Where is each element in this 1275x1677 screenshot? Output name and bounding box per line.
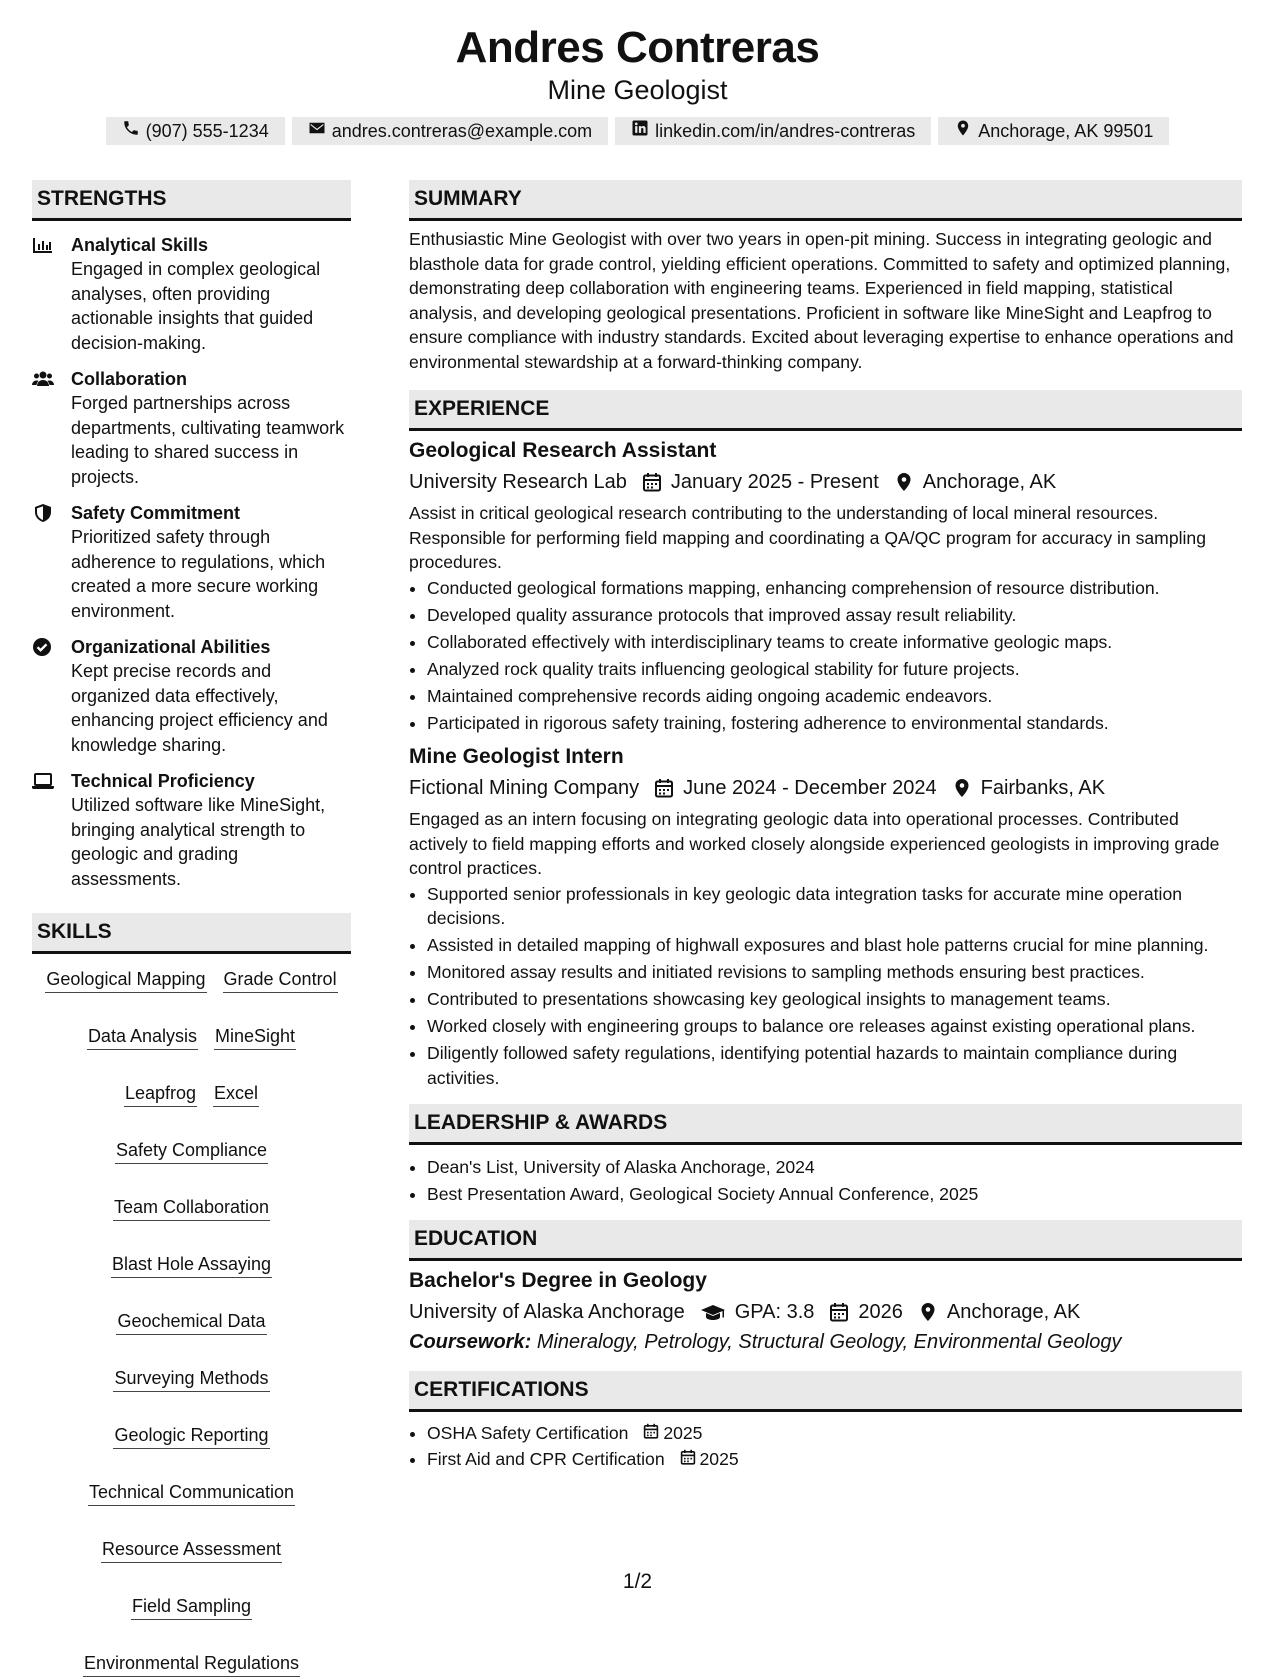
job-bullets: [409, 576, 1242, 736]
job-description: Engaged as an intern focusing on integrating geologic data into operational processes. Contributed actively to field mapping efforts and worked closely alongside experienced geologists in improving grade control practices.: [409, 809, 1220, 878]
strength-title: Analytical Skills: [71, 235, 209, 255]
job-company: Fictional Mining Company: [409, 777, 640, 799]
contact-email[interactable]: [292, 117, 608, 145]
skill-tag: Technical Communication: [88, 1479, 295, 1506]
right-column: [409, 180, 1242, 1472]
degree-title: Bachelor's Degree in Geology: [409, 1269, 707, 1292]
certifications-list: [409, 1420, 1242, 1472]
strength-item: [32, 501, 351, 623]
skill-tag: Grade Control: [223, 966, 338, 993]
certification-name: OSHA Safety Certification: [427, 1423, 629, 1443]
graduation-year: 2026: [858, 1301, 903, 1323]
location-pin-icon: [954, 117, 972, 145]
location-pin-icon: [918, 1302, 938, 1322]
job-bullet: • Conducted geological formations mapping, enhancing comprehension of resource distribution.: [427, 576, 1242, 601]
job-title: Mine Geologist Intern: [409, 745, 624, 768]
location-pin-icon: [952, 778, 972, 798]
job-bullet: • Maintained comprehensive records aiding ongoing academic endeavors.: [427, 684, 1242, 709]
certification-year: 2025: [663, 1423, 703, 1443]
certification-year: 2025: [699, 1449, 739, 1469]
education-entry: [409, 1267, 1242, 1357]
contact-phone[interactable]: [106, 117, 285, 145]
strength-title: Safety Commitment: [71, 503, 241, 523]
strength-desc: Engaged in complex geological analyses, often providing actionable insights that guided decision-making.: [71, 259, 321, 353]
skill-tag: Blast Hole Assaying: [111, 1251, 272, 1278]
job-bullet: • Supported senior professionals in key geologic data integration tasks for accurate mine operation decisions.: [427, 882, 1242, 931]
skill-tag: Geological Mapping: [45, 966, 206, 993]
job-entry: [409, 743, 1242, 1090]
job-bullet: • Contributed to presentations showcasing key geological insights to management teams.: [427, 987, 1242, 1012]
summary-heading: SUMMARY: [409, 180, 1242, 221]
job-location: Anchorage, AK: [922, 471, 1057, 493]
coursework: [409, 1327, 1242, 1357]
gpa: GPA: 3.8: [734, 1301, 815, 1323]
coursework-list: Mineralogy, Petrology, Structural Geology, Environmental Geology: [536, 1331, 1122, 1353]
phone-icon: [122, 117, 140, 145]
experience-heading: EXPERIENCE: [409, 390, 1242, 431]
job-entry: [409, 437, 1242, 735]
job-bullet: • Collaborated effectively with interdisciplinary teams to create informative geologic maps.: [427, 630, 1242, 655]
envelope-icon: [308, 117, 326, 145]
strength-desc: Kept precise records and organized data effectively, enhancing project efficiency and knowledge sharing.: [71, 661, 328, 755]
contact-bar: [0, 117, 1275, 145]
awards-list: [409, 1155, 1242, 1206]
certification-name: First Aid and CPR Certification: [427, 1449, 665, 1469]
candidate-name: Andres Contreras: [455, 23, 820, 72]
strength-desc: Utilized software like MineSight, bringing analytical strength to geologic and grading assessments.: [71, 795, 326, 889]
calendar-icon: [643, 1420, 659, 1446]
laptop-icon: [32, 772, 54, 790]
skills-heading: SKILLS: [32, 913, 351, 954]
education-heading: EDUCATION: [409, 1220, 1242, 1261]
award-item: • Best Presentation Award, Geological Society Annual Conference, 2025: [427, 1182, 1242, 1207]
graduation-cap-icon: [700, 1302, 726, 1322]
contact-location: [938, 117, 1169, 145]
strength-item: [32, 769, 351, 891]
skill-tag: Surveying Methods: [113, 1365, 269, 1392]
strength-desc: Forged partnerships across departments, cultivating teamwork leading to shared success in projects.: [71, 393, 345, 487]
job-description: Assist in critical geological research contributing to the understanding of local mineral resources. Responsible for performing field mapping and coordinating a QA/QC program for accuracy in sampling procedures.: [409, 503, 1207, 572]
strengths-heading: STRENGTHS: [32, 180, 351, 221]
job-bullet: • Worked closely with engineering groups to balance ore releases against existing operational plans.: [427, 1014, 1242, 1039]
contact-linkedin[interactable]: [615, 117, 931, 145]
page-number: 1/2: [622, 1570, 653, 1593]
calendar-icon: [680, 1446, 696, 1472]
certification-item: [427, 1446, 1242, 1472]
summary-text: Enthusiastic Mine Geologist with over two years in open-pit mining. Success in integrating geologic and blasthole data for grade control, yielding efficient operations. Committed to safety and optimized planning, demonstrating deep collaboration with engineering teams. Experienced in field mapping, statistical analysis, and developing geological presentations. Proficient in software like MineSight and Leapfrog to ensure compliance with industry standards. Excited about leveraging expertise to enhance operations and environmental stewardship at a forward-thinking company.: [409, 229, 1234, 372]
awards-heading: LEADERSHIP & AWARDS: [409, 1104, 1242, 1145]
job-bullet: • Participated in rigorous safety training, fostering adherence to environmental standards.: [427, 711, 1242, 736]
header: [0, 22, 1275, 145]
school-name: University of Alaska Anchorage: [409, 1301, 685, 1323]
skill-tag: Resource Assessment: [101, 1536, 282, 1563]
certification-date: [643, 1420, 702, 1446]
contact-phone-text: (907) 555-1234: [145, 121, 269, 141]
job-bullet: • Analyzed rock quality traits influencing geological stability for future projects.: [427, 657, 1242, 682]
job-bullets: [409, 882, 1242, 1091]
candidate-role: Mine Geologist: [547, 75, 728, 105]
strength-item: [32, 635, 351, 757]
users-icon: [32, 370, 54, 388]
skill-tag: Safety Compliance: [115, 1137, 268, 1164]
job-dates: January 2025 - Present: [670, 471, 879, 493]
shield-icon: [32, 504, 54, 522]
linkedin-icon: [631, 117, 649, 145]
skill-tag: MineSight: [214, 1023, 296, 1050]
skill-tag: Environmental Regulations: [83, 1650, 300, 1677]
certifications-heading: CERTIFICATIONS: [409, 1371, 1242, 1412]
education-meta: [409, 1297, 1242, 1327]
school-location: Anchorage, AK: [946, 1301, 1081, 1323]
skill-tag: Field Sampling: [131, 1593, 252, 1620]
job-bullet: • Developed quality assurance protocols that improved assay result reliability.: [427, 603, 1242, 628]
strength-title: Organizational Abilities: [71, 637, 271, 657]
strength-item: [32, 233, 351, 355]
award-item: • Dean's List, University of Alaska Anchorage, 2024: [427, 1155, 1242, 1180]
check-circle-icon: [32, 638, 54, 656]
job-meta: [409, 773, 1242, 803]
calendar-icon: [654, 778, 674, 798]
skill-tag: Team Collaboration: [113, 1194, 270, 1221]
job-dates: June 2024 - December 2024: [683, 777, 937, 799]
skill-tag: Excel: [213, 1080, 259, 1107]
certification-item: [427, 1420, 1242, 1446]
calendar-icon: [642, 472, 662, 492]
skill-tag: Geochemical Data: [116, 1308, 266, 1335]
contact-linkedin-text: linkedin.com/in/andres-contreras: [655, 121, 916, 141]
job-title: Geological Research Assistant: [409, 439, 717, 462]
job-meta: [409, 467, 1242, 497]
coursework-label: Coursework:: [409, 1331, 532, 1353]
strength-item: [32, 367, 351, 489]
certification-date: [680, 1446, 739, 1472]
skill-tag: Leapfrog: [124, 1080, 197, 1107]
job-bullet: • Monitored assay results and initiated revisions to sampling methods ensuring best practices.: [427, 960, 1242, 985]
job-company: University Research Lab: [409, 471, 627, 493]
skill-tag: Data Analysis: [87, 1023, 198, 1050]
left-column: [32, 180, 351, 1677]
strength-title: Collaboration: [71, 369, 187, 389]
job-location: Fairbanks, AK: [980, 777, 1106, 799]
bar-chart-icon: [32, 236, 54, 254]
job-bullet: • Assisted in detailed mapping of highwall exposures and blast hole patterns crucial for mine planning.: [427, 933, 1242, 958]
job-bullet: • Diligently followed safety regulations, identifying potential hazards to maintain compliance during activities.: [427, 1041, 1242, 1090]
calendar-icon: [829, 1302, 849, 1322]
skill-tag: Geologic Reporting: [113, 1422, 269, 1449]
location-pin-icon: [894, 472, 914, 492]
strength-desc: Prioritized safety through adherence to regulations, which created a more secure working environment.: [71, 527, 326, 621]
contact-email-text: andres.contreras@example.com: [331, 121, 593, 141]
strength-title: Technical Proficiency: [71, 771, 255, 791]
contact-location-text: Anchorage, AK 99501: [978, 121, 1154, 141]
